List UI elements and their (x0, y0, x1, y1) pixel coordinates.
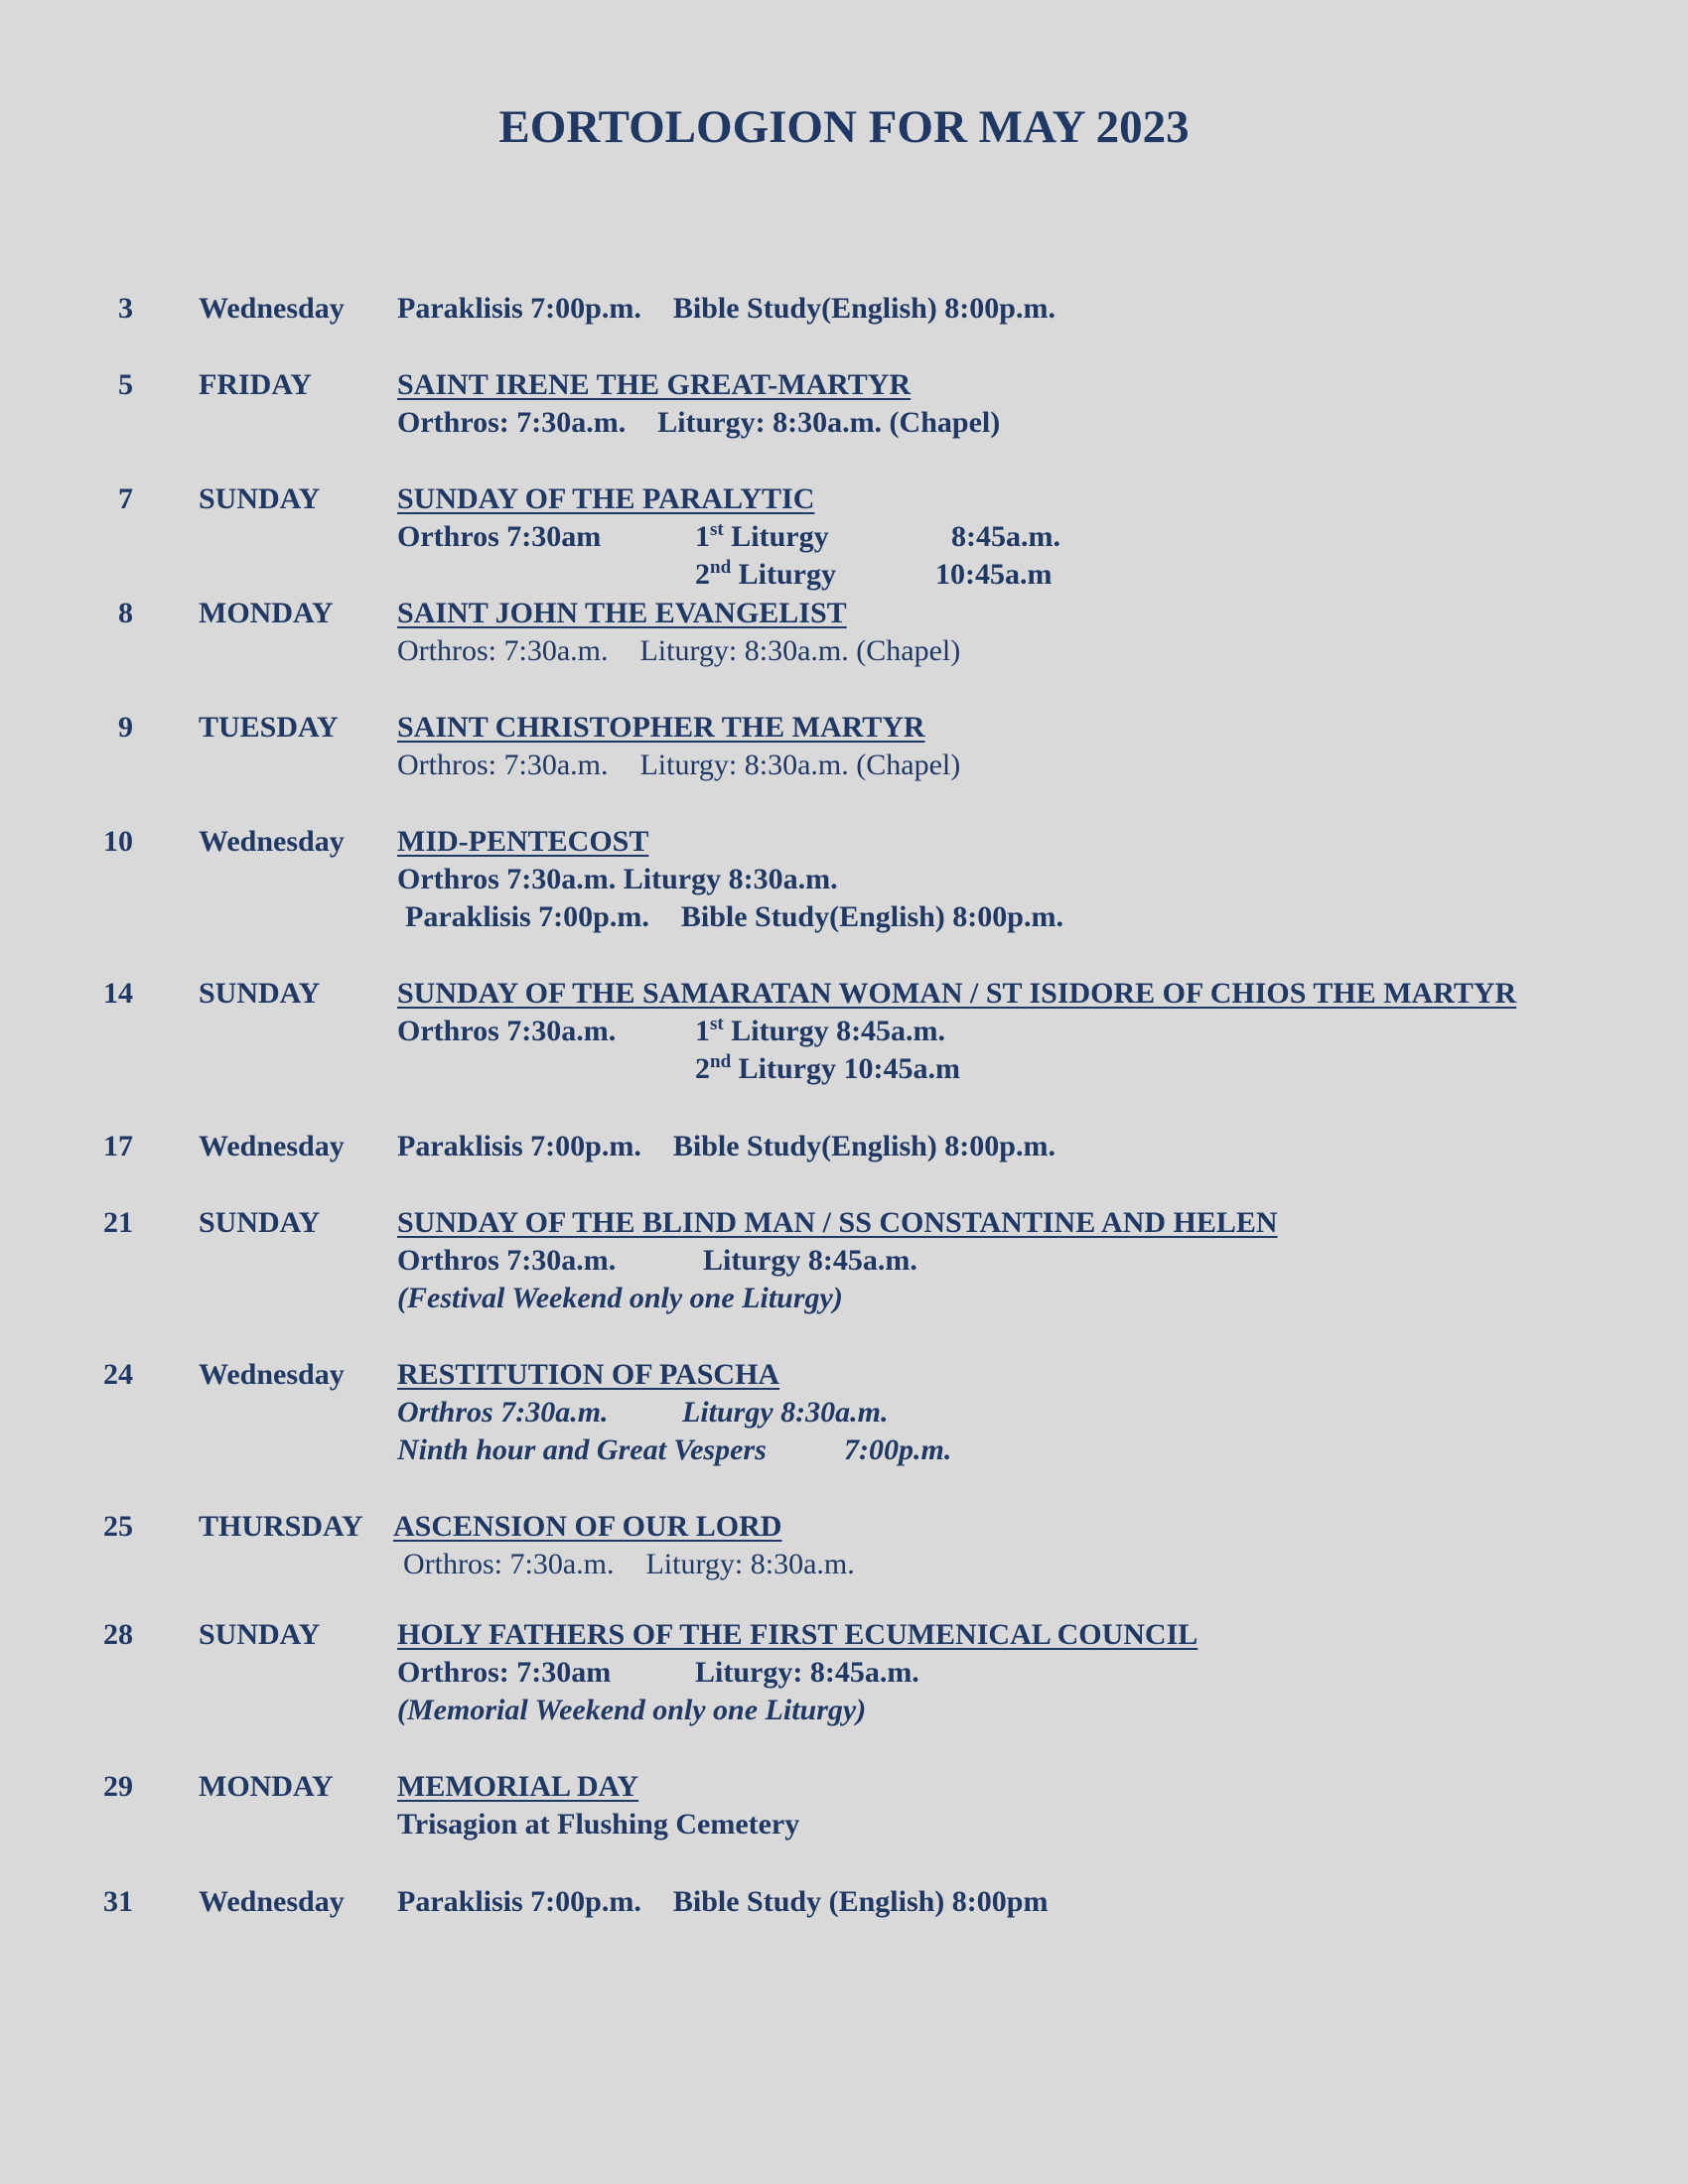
entry-date: 7 (118, 482, 133, 515)
service-time: Liturgy: 8:30a.m. (Chapel) (639, 634, 961, 667)
entry-day: SUNDAY (199, 1618, 321, 1651)
service-time: Paraklisis 7:00p.m. (397, 292, 641, 325)
entry-day: MONDAY (199, 597, 334, 629)
feast-title: SUNDAY OF THE SAMARATAN WOMAN / ST ISIDORE OF CHIOS THE MARTYR (397, 977, 1517, 1010)
entry-date: 21 (103, 1206, 133, 1239)
feast-title: HOLY FATHERS OF THE FIRST ECUMENICAL COUNCIL (397, 1618, 1198, 1651)
service-time: Liturgy: 8:30a.m. (Chapel) (657, 406, 1001, 439)
service-time: Orthros 7:30am (397, 520, 602, 553)
service-time: Trisagion at Flushing Cemetery (397, 1808, 800, 1841)
service-time: 10:45a.m (935, 558, 1053, 591)
service-time: Orthros: 7:30a.m. (397, 406, 627, 439)
feast-title: SAINT IRENE THE GREAT-MARTYR (397, 368, 912, 401)
service-time: 2nd Liturgy (695, 557, 836, 591)
feast-title: RESTITUTION OF PASCHA (397, 1358, 780, 1391)
service-time: 1st Liturgy 8:45a.m. (695, 1014, 946, 1047)
entry-day: Wednesday (199, 1358, 345, 1391)
entry-day: Wednesday (199, 1130, 345, 1162)
feast-title: SUNDAY OF THE BLIND MAN / SS CONSTANTINE AND HELEN (397, 1206, 1278, 1239)
entry-day: Wednesday (199, 825, 345, 858)
service-time: Orthros: 7:30am (397, 1656, 612, 1689)
entry-date: 5 (118, 368, 133, 401)
feast-title: SAINT CHRISTOPHER THE MARTYR (397, 711, 925, 744)
service-time: Orthros 7:30a.m. (397, 1244, 617, 1277)
service-note: (Memorial Weekend only one Liturgy) (397, 1694, 867, 1726)
service-time: Paraklisis 7:00p.m. (397, 1130, 641, 1162)
feast-title: ASCENSION OF OUR LORD (393, 1510, 782, 1543)
service-time: 2nd Liturgy 10:45a.m (695, 1051, 960, 1085)
service-time: Orthros 7:30a.m. Liturgy 8:30a.m. (397, 863, 838, 895)
entry-day: MONDAY (199, 1770, 334, 1803)
entry-day: FRIDAY (199, 368, 312, 401)
service-time: 7:00p.m. (844, 1433, 952, 1466)
entry-day: TUESDAY (199, 711, 339, 744)
feast-title: SUNDAY OF THE PARALYTIC (397, 482, 815, 515)
service-time: Paraklisis 7:00p.m. (397, 1885, 641, 1918)
feast-title: MID-PENTECOST (397, 825, 649, 858)
entry-date: 3 (118, 292, 133, 325)
service-time: Orthros 7:30a.m. (397, 1015, 617, 1047)
entry-date: 31 (103, 1885, 133, 1918)
entry-date: 25 (103, 1510, 133, 1543)
service-time: Liturgy: 8:30a.m. (Chapel) (639, 749, 961, 781)
entry-date: 14 (103, 977, 133, 1010)
service-time: Bible Study (English) 8:00pm (672, 1885, 1049, 1918)
service-time: Ninth hour and Great Vespers (397, 1433, 767, 1466)
service-time: Liturgy: 8:45a.m. (695, 1656, 919, 1689)
service-time: 1st Liturgy (695, 519, 829, 553)
entry-date: 10 (103, 825, 133, 858)
service-time: 8:45a.m. (951, 520, 1060, 553)
service-time: Paraklisis 7:00p.m. (405, 900, 649, 933)
service-time: Orthros: 7:30a.m. (397, 749, 609, 781)
service-time: Bible Study(English) 8:00p.m. (672, 1130, 1055, 1162)
entry-day: SUNDAY (199, 977, 321, 1010)
entry-date: 28 (103, 1618, 133, 1651)
entry-date: 24 (103, 1358, 133, 1391)
service-time: Liturgy: 8:30a.m. (645, 1548, 855, 1580)
service-time: Liturgy 8:45a.m. (703, 1244, 917, 1277)
entry-date: 29 (103, 1770, 133, 1803)
entry-day: SUNDAY (199, 482, 321, 515)
entry-day: THURSDAY (199, 1510, 363, 1543)
entry-day: SUNDAY (199, 1206, 321, 1239)
entry-date: 17 (103, 1130, 133, 1162)
feast-title: MEMORIAL DAY (397, 1770, 639, 1803)
entry-date: 8 (118, 597, 133, 629)
service-time: Bible Study(English) 8:00p.m. (672, 292, 1055, 325)
service-time: Orthros: 7:30a.m. (397, 634, 609, 667)
service-time: Liturgy 8:30a.m. (682, 1396, 889, 1429)
entry-date: 9 (118, 711, 133, 744)
service-time: Bible Study(English) 8:00p.m. (680, 900, 1063, 933)
service-time: Orthros 7:30a.m. (397, 1396, 609, 1429)
service-time: Orthros: 7:30a.m. (403, 1548, 615, 1580)
service-note: (Festival Weekend only one Liturgy) (397, 1282, 843, 1314)
entry-day: Wednesday (199, 292, 345, 325)
entry-day: Wednesday (199, 1885, 345, 1918)
page-title: EORTOLOGION FOR MAY 2023 (498, 101, 1190, 153)
feast-title: SAINT JOHN THE EVANGELIST (397, 597, 847, 629)
